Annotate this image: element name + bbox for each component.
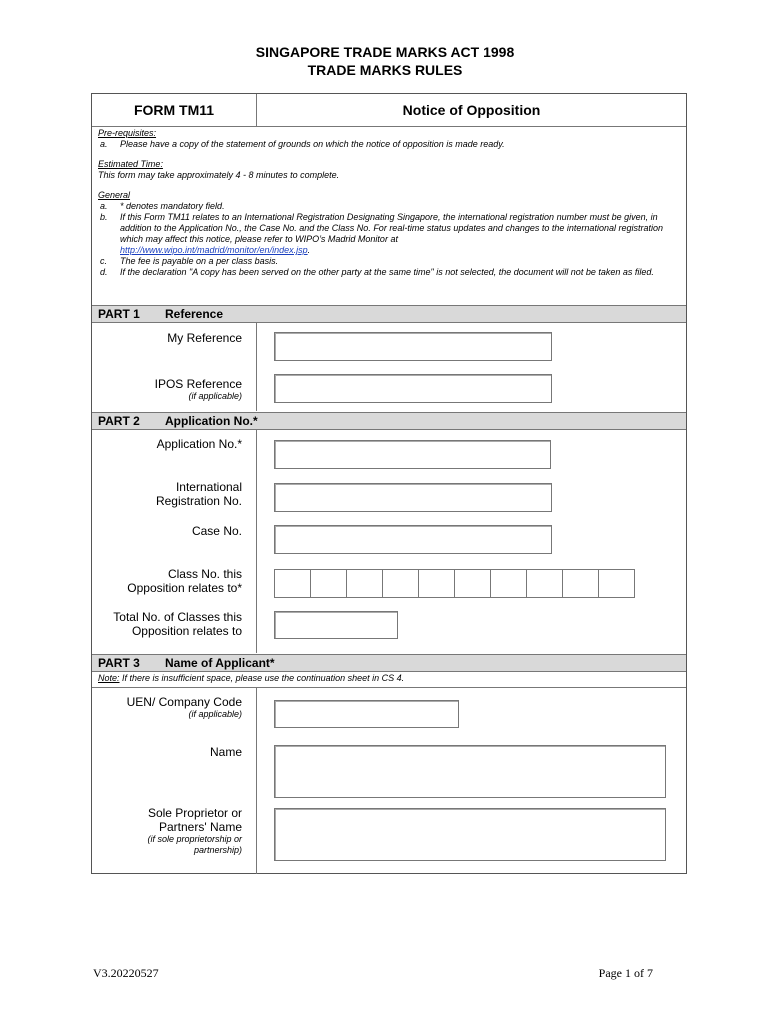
ipos-reference-input[interactable] [274, 374, 552, 403]
prerequisites-heading: Pre-requisites: [98, 128, 157, 138]
form-code: FORM TM11 [133, 102, 215, 118]
sole-proprietor-label: Sole Proprietor or Partners' Name [147, 806, 242, 834]
intl-reg-input[interactable] [274, 483, 552, 512]
estimated-time-heading: Estimated Time: [98, 159, 163, 169]
total-classes-label: Total No. of Classes this Opposition relates to [113, 610, 242, 638]
class-no-cell[interactable] [598, 569, 635, 598]
part1-title: Reference [165, 307, 224, 321]
sole-proprietor-input[interactable] [274, 808, 666, 861]
application-no-label: Application No.* [156, 437, 242, 451]
version-label: V3.20220527 [93, 966, 159, 980]
class-no-cell[interactable] [310, 569, 347, 598]
class-no-cell[interactable] [454, 569, 491, 598]
my-reference-input[interactable] [274, 332, 552, 361]
general-heading: General [98, 190, 131, 200]
class-no-cell[interactable] [562, 569, 599, 598]
part2-header [92, 412, 686, 430]
prerequisite-item: a. Please have a copy of the statement of grounds on which the notice of opposition is made ready. [100, 139, 505, 149]
part3-title: Name of Applicant* [165, 656, 275, 670]
class-no-cell[interactable] [526, 569, 563, 598]
application-no-input[interactable] [274, 440, 551, 469]
part3-header [92, 654, 686, 672]
case-no-label: Case No. [191, 524, 242, 538]
part3-number: PART 3 [98, 656, 140, 670]
class-no-cell[interactable] [490, 569, 527, 598]
class-no-cell[interactable] [274, 569, 311, 598]
class-no-cell[interactable] [382, 569, 419, 598]
general-item-b: b. If this Form TM11 relates to an International Registration Designating Singapore, the international registration number must be given, in addition to the Application No., the Case No. and the Class No. For real-time status updates and changes to the international registration which may affect this notice, please refer to WIPO’s Madrid Monitor at http://www.wipo.int/madrid/monitor/en/index.jsp. [100, 212, 663, 255]
estimated-time-text: This form may take approximately 4 - 8 minutes to complete. [98, 170, 340, 180]
title-separator [92, 126, 686, 127]
class-no-label: Class No. this Opposition relates to* [127, 567, 242, 595]
part2-title: Application No.* [165, 414, 258, 428]
name-input[interactable] [274, 745, 666, 798]
form-tm11 [91, 93, 687, 874]
prerequisites-section [98, 128, 678, 278]
total-classes-input[interactable] [274, 611, 398, 639]
class-no-cell[interactable] [346, 569, 383, 598]
sole-proprietor-sub: (if sole proprietorship or partnership) [147, 834, 242, 855]
uen-input[interactable] [274, 700, 459, 728]
class-no-cell[interactable] [418, 569, 455, 598]
class-no-grid [274, 569, 634, 598]
rules-title: TRADE MARKS RULES [307, 62, 463, 78]
madrid-monitor-link[interactable]: http://www.wipo.int/madrid/monitor/en/index.jsp [120, 245, 308, 255]
part1-number: PART 1 [98, 307, 140, 321]
general-item-d: d. If the declaration "A copy has been served on the other party at the same time" is not selected, the document will not be taken as filed. [100, 267, 654, 277]
name-label: Name [209, 745, 242, 759]
ipos-reference-label: IPOS Reference [154, 377, 242, 391]
act-title: SINGAPORE TRADE MARKS ACT 1998 [255, 44, 515, 60]
ipos-reference-sub: (if applicable) [188, 391, 242, 401]
my-reference-label: My Reference [167, 331, 242, 345]
part3-note: Note: If there is insufficient space, please use the continuation sheet in CS 4. [98, 673, 405, 683]
page-number: Page 1 of 7 [598, 966, 653, 980]
case-no-input[interactable] [274, 525, 552, 554]
intl-reg-label: International Registration No. [155, 480, 242, 508]
form-title: Notice of Opposition [402, 102, 541, 118]
uen-label: UEN/ Company Code [126, 695, 242, 709]
part2-number: PART 2 [98, 414, 140, 428]
uen-sub: (if applicable) [188, 709, 242, 719]
general-item-a: a. * denotes mandatory field. [100, 201, 225, 211]
part1-header [92, 305, 686, 323]
general-item-c: c. The fee is payable on a per class basis. [100, 256, 279, 266]
